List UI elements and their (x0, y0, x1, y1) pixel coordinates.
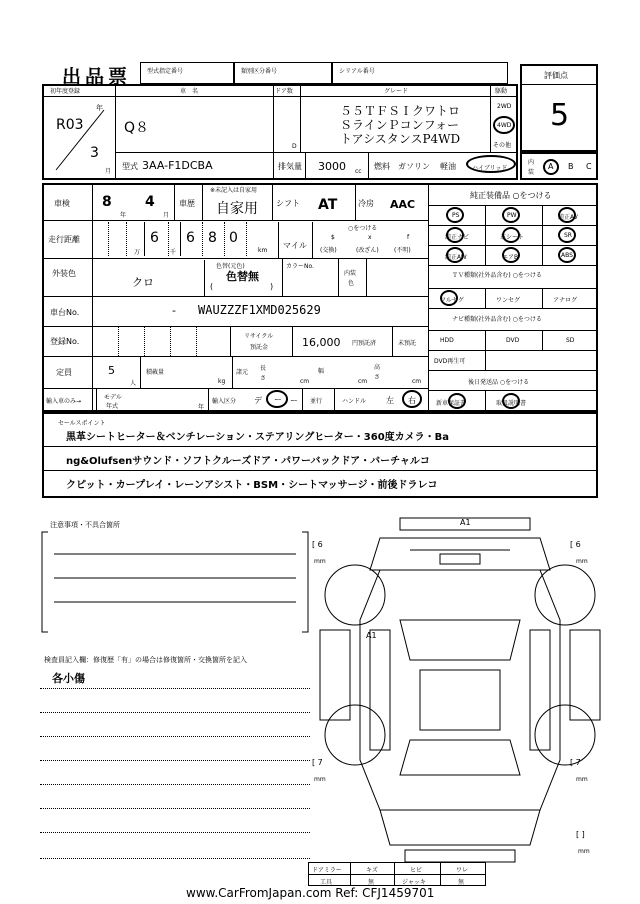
footer-watermark: www.CarFromJapan.com Ref: CFJ1459701 (186, 886, 435, 900)
option-sr-circle (558, 227, 576, 243)
mileage-digit-3: 8 (208, 230, 217, 246)
serial-box: シリアル番号 (332, 62, 508, 84)
model-code: 3AA-F1DCBA (142, 159, 213, 172)
option-abs-circle (558, 247, 576, 263)
handle-right-circle (402, 390, 422, 408)
class-box: 類別区分番号 (234, 62, 332, 84)
tread-rl: [ 7 (312, 758, 323, 767)
grade-line-1: ５５ＴＦＳＩクワトロ (340, 104, 461, 118)
later-title: 後日発送品 ○をつける (468, 379, 530, 386)
interior-a-circle (543, 159, 559, 175)
caution-label: 注意事項・不具合箇所 (50, 521, 120, 529)
mileage-digit-4: 0 (229, 230, 238, 246)
color-change-value: 色替無 (226, 270, 259, 283)
option-airbag-circle (502, 247, 520, 263)
selling-point-line-2: ng&Olufsenサウンド・ソフトクルーズドア・パワーバックドア・バーチャルコ (66, 456, 430, 467)
first-reg-year: R03 (56, 117, 84, 133)
interior-grade-box: 内 装 A B C (520, 152, 598, 180)
type-cert-box: 型式指定番号 (140, 62, 234, 84)
tread-fl: [ 6 (312, 540, 323, 549)
form-title: 出品票 (62, 66, 132, 88)
inspector-label: 検査員記入欄：修復歴「有」の場合は修復箇所・交換箇所を記入 (44, 656, 247, 664)
displacement: 3000 (318, 160, 346, 173)
import-dealer-circle (266, 390, 288, 408)
car-name: Q８ (124, 120, 150, 136)
inspection-month: 4 (145, 194, 155, 210)
car-damage-diagram (310, 510, 610, 870)
drive-4wd-circle (493, 116, 515, 134)
recycle-amount: 16,000 (302, 336, 341, 349)
later-warranty-circle (448, 393, 466, 409)
option-ps-circle (446, 207, 464, 223)
navi-title: ナビ種類(社外品含む) ○をつける (452, 316, 542, 323)
tread-rr: [ 7 (570, 758, 581, 767)
option-aw-circle (446, 247, 464, 263)
selling-points-box: セールスポイント (42, 412, 598, 498)
selling-point-line-1: 黒革シートヒーター＆ベンチレーション・ステアリングヒーター・360度カメラ・Ba (66, 432, 450, 443)
genuine-options-title: 純正装備品 ○をつける (470, 191, 552, 200)
selling-point-line-3: クピット・カープレイ・レーンアシスト・BSM・シートマッサージ・前後ドラレコ (66, 480, 438, 491)
tv-title: ＴＶ種類(社外品含む) ○をつける (452, 272, 542, 279)
usage-value: 自家用 (216, 201, 258, 217)
option-av-circle (558, 207, 576, 223)
tread-fr: [ 6 (570, 540, 581, 549)
option-leather-circle (502, 227, 520, 243)
tv-fullseg-circle (440, 290, 458, 306)
first-reg-month: 3 (90, 145, 99, 161)
exterior-color: クロ (132, 276, 154, 289)
fuel-hybrid-circle (466, 155, 516, 173)
chassis-number: WAUZZZF1XMD025629 (198, 303, 321, 317)
inspection-year: 8 (102, 194, 112, 210)
caution-bracket (40, 528, 310, 636)
tread-spare: [ ] (576, 830, 585, 839)
damage-mark-side: A1 (366, 631, 377, 640)
option-navi-circle (446, 227, 464, 243)
rating-box: 評価点 5 (520, 64, 598, 152)
shift-value: AT (318, 197, 338, 213)
later-manual-circle (502, 393, 520, 409)
rating-value: 5 (550, 98, 570, 133)
damage-mark-front: A1 (460, 518, 471, 527)
capacity-value: 5 (108, 364, 115, 377)
option-pw-circle (502, 207, 520, 223)
grade-line-2: ＳラインＰコンフォー (340, 118, 460, 132)
mileage-digit-1: 6 (150, 230, 159, 246)
mileage-digit-2: 6 (186, 230, 195, 246)
ac-value: AAC (390, 198, 416, 211)
inspector-note: 各小傷 (52, 672, 85, 685)
grade-line-3: トアシスタンスP4WD (340, 132, 461, 146)
